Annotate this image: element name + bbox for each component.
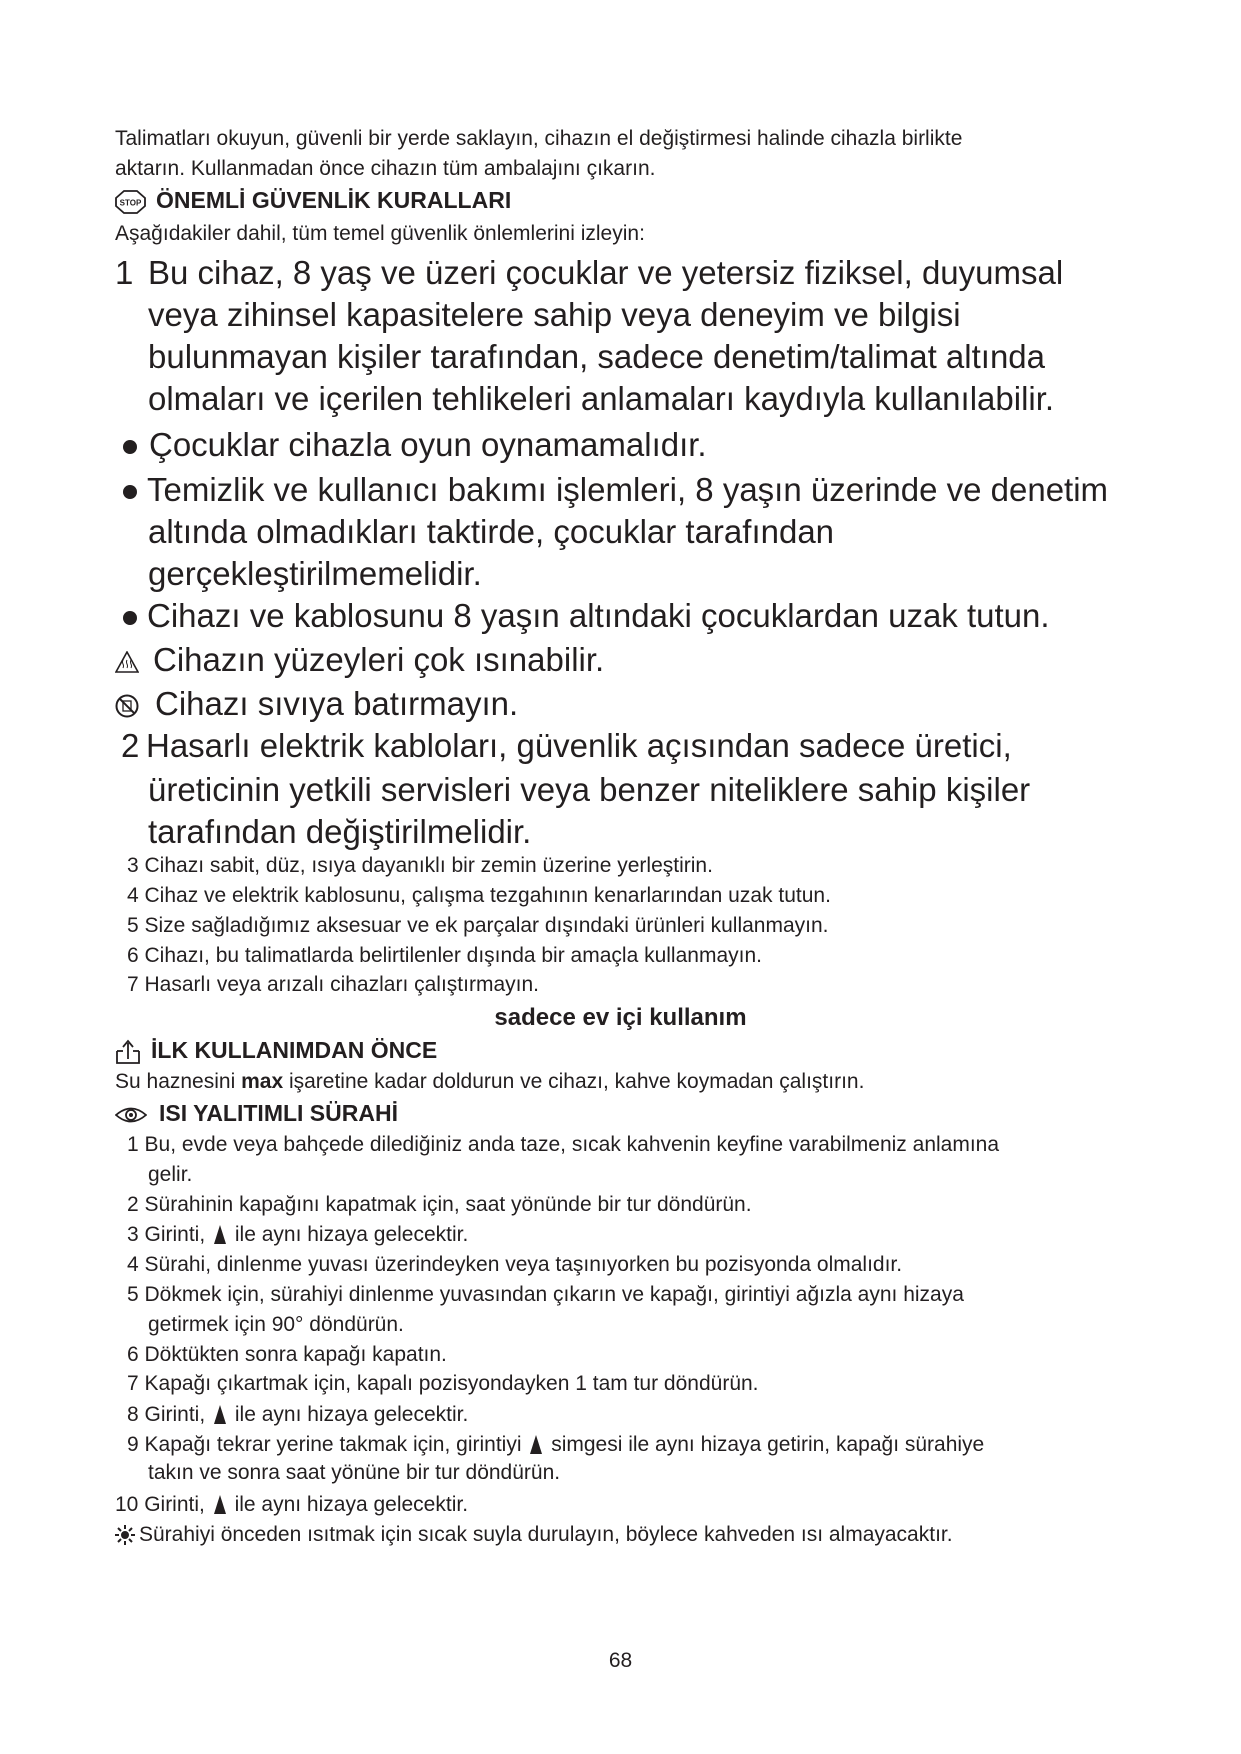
jug-step-cont: takın ve sonra saat yönüne bir tur döndürün.	[148, 1461, 561, 1484]
intro-line-1: Talimatları okuyun, güvenli bir yerde saklayın, cihazın el değiştirmesi halinde cihazla birlikte	[115, 127, 963, 150]
jug-step-cont: gelir.	[148, 1163, 193, 1186]
hot-surface-row	[115, 640, 604, 680]
bullet-row	[123, 596, 1050, 636]
tip-text: Sürahiyi önceden ısıtmak için sıcak suyla durulayın, böylece kahveden ısı almayacaktır.	[139, 1523, 953, 1546]
item-2-line: üreticinin yetkili servisleri veya benzer niteliklere sahip kişiler	[148, 771, 1031, 808]
bullet-row	[123, 470, 1108, 510]
bullet-dot	[123, 485, 137, 499]
jug-step-text: ile aynı hizaya gelecektir.	[234, 1403, 469, 1426]
item-1-number: 1	[115, 254, 134, 291]
triangle-marker-icon	[214, 1225, 226, 1244]
jug-step: 2 Sürahinin kapağını kapatmak için, saat yönünde bir tur döndürün.	[127, 1193, 752, 1216]
svg-text:STOP: STOP	[119, 198, 142, 208]
jug-step	[127, 1431, 984, 1459]
max-mark: max	[241, 1070, 284, 1093]
jug-step	[127, 1221, 468, 1249]
item-1-line: veya zihinsel kapasitelere sahip veya deneyim ve bilgisi	[148, 296, 961, 333]
jug-step-text: 9 Kapağı tekrar yerine takmak için, girintiyi	[127, 1433, 522, 1456]
jug-step-text: 8 Girinti,	[127, 1403, 206, 1426]
safety-subheading: Aşağıdakiler dahil, tüm temel güvenlik önlemlerini izleyin:	[115, 222, 645, 245]
triangle-marker-icon	[214, 1495, 226, 1514]
first-use-text	[115, 1068, 864, 1096]
small-item: 6 Cihazı, bu talimatlarda belirtilenler dışında bir amaçla kullanmayın.	[127, 944, 762, 967]
bullet-dot	[123, 611, 137, 625]
item-1-line: olmaları ve içerilen tehlikeleri anlamaları kaydıyla kullanılabilir.	[148, 380, 1055, 417]
first-use-heading: İLK KULLANIMDAN ÖNCE	[151, 1037, 438, 1063]
intro-line-2: aktarın. Kullanmadan önce cihazın tüm ambalajını çıkarın.	[115, 157, 656, 180]
bullet-text: Cihazı ve kablosunu 8 yaşın altındaki çocuklardan uzak tutun.	[147, 597, 1050, 634]
jug-step	[115, 1491, 468, 1519]
small-item: 7 Hasarlı veya arızalı cihazları çalıştırmayın.	[127, 973, 539, 996]
jug-step-text: ile aynı hizaya gelecektir.	[234, 1223, 469, 1246]
first-use-text-pre: Su haznesini	[115, 1070, 242, 1093]
eye-icon	[115, 1105, 147, 1125]
bullet-dot	[123, 440, 137, 454]
first-use-heading-row	[115, 1036, 437, 1065]
page-number: 68	[608, 1649, 633, 1672]
jug-step-text: 10 Girinti,	[115, 1493, 205, 1516]
bullet-row	[123, 425, 707, 465]
bullet-text-cont: gerçekleştirilmemelidir.	[148, 555, 482, 592]
safety-heading-row	[115, 186, 511, 214]
item-1-line: Bu cihaz, 8 yaş ve üzeri çocuklar ve yetersiz fiziksel, duyumsal	[148, 254, 1064, 291]
jug-step: 1 Bu, evde veya bahçede dilediğiniz anda taze, sıcak kahvenin keyfine varabilmeniz anlamına	[127, 1133, 1000, 1156]
jug-step	[127, 1401, 468, 1429]
item-2-line: tarafından değiştirilmelidir.	[148, 813, 532, 850]
bullet-text-cont: altında olmadıkları taktirde, çocuklar tarafından	[148, 513, 835, 550]
bullet-text: Temizlik ve kullanıcı bakımı işlemleri, 8 yaşın üzerinde ve denetim	[147, 471, 1109, 508]
first-use-text-post: işaretine kadar doldurun ve cihazı, kahve koymadan çalıştırın.	[283, 1070, 865, 1093]
triangle-marker-icon	[214, 1405, 226, 1424]
jug-step-cont: getirmek için 90° döndürün.	[148, 1313, 404, 1336]
hot-surface-text: Cihazın yüzeyleri çok ısınabilir.	[153, 641, 605, 678]
jug-step: 6 Döktükten sonra kapağı kapatın.	[127, 1343, 447, 1366]
jug-step-text: simgesi ile aynı hizaya getirin, kapağı sürahiye	[551, 1433, 985, 1456]
small-item: 4 Cihaz ve elektrik kablosunu, çalışma tezgahının kenarlarından uzak tutun.	[127, 884, 831, 907]
no-immerse-text: Cihazı sıvıya batırmayın.	[155, 685, 519, 722]
unbox-icon	[115, 1039, 141, 1065]
jug-step-text: ile aynı hizaya gelecektir.	[234, 1493, 469, 1516]
triangle-marker-icon	[530, 1435, 542, 1454]
item-2-number: 2	[121, 727, 140, 764]
bullet-text: Çocuklar cihazla oyun oynamamalıdır.	[149, 426, 707, 463]
jug-heading: ISI YALITIMLI SÜRAHİ	[159, 1100, 398, 1126]
no-immerse-icon	[115, 694, 139, 718]
household-use-note: sadece ev içi kullanım	[494, 1004, 747, 1031]
jug-step-text: 3 Girinti,	[127, 1223, 206, 1246]
item-1-line: bulunmayan kişiler tarafından, sadece denetim/talimat altında	[148, 338, 1046, 375]
safety-heading: ÖNEMLİ GÜVENLİK KURALLARI	[156, 187, 512, 213]
jug-step: 5 Dökmek için, sürahiyi dinlenme yuvasından çıkarın ve kapağı, girintiyi ağızla aynı hizaya	[127, 1283, 964, 1306]
small-item: 5 Size sağladığımız aksesuar ve ek parçalar dışındaki ürünleri kullanmayın.	[127, 914, 829, 937]
hot-surface-warning-icon	[115, 651, 139, 673]
no-immerse-row	[115, 684, 518, 724]
jug-step: 4 Sürahi, dinlenme yuvası üzerindeyken veya taşınıyorken bu pozisyonda olmalıdır.	[127, 1253, 903, 1276]
small-item: 3 Cihazı sabit, düz, ısıya dayanıklı bir zemin üzerine yerleştirin.	[127, 854, 713, 877]
tip-row	[115, 1521, 953, 1549]
sun-tip-icon	[115, 1525, 135, 1545]
item-2-line: Hasarlı elektrik kabloları, güvenlik açısından sadece üretici,	[146, 727, 1012, 764]
jug-heading-row	[115, 1099, 398, 1127]
jug-step: 7 Kapağı çıkartmak için, kapalı pozisyondayken 1 tam tur döndürün.	[127, 1372, 759, 1395]
stop-icon	[115, 190, 146, 214]
